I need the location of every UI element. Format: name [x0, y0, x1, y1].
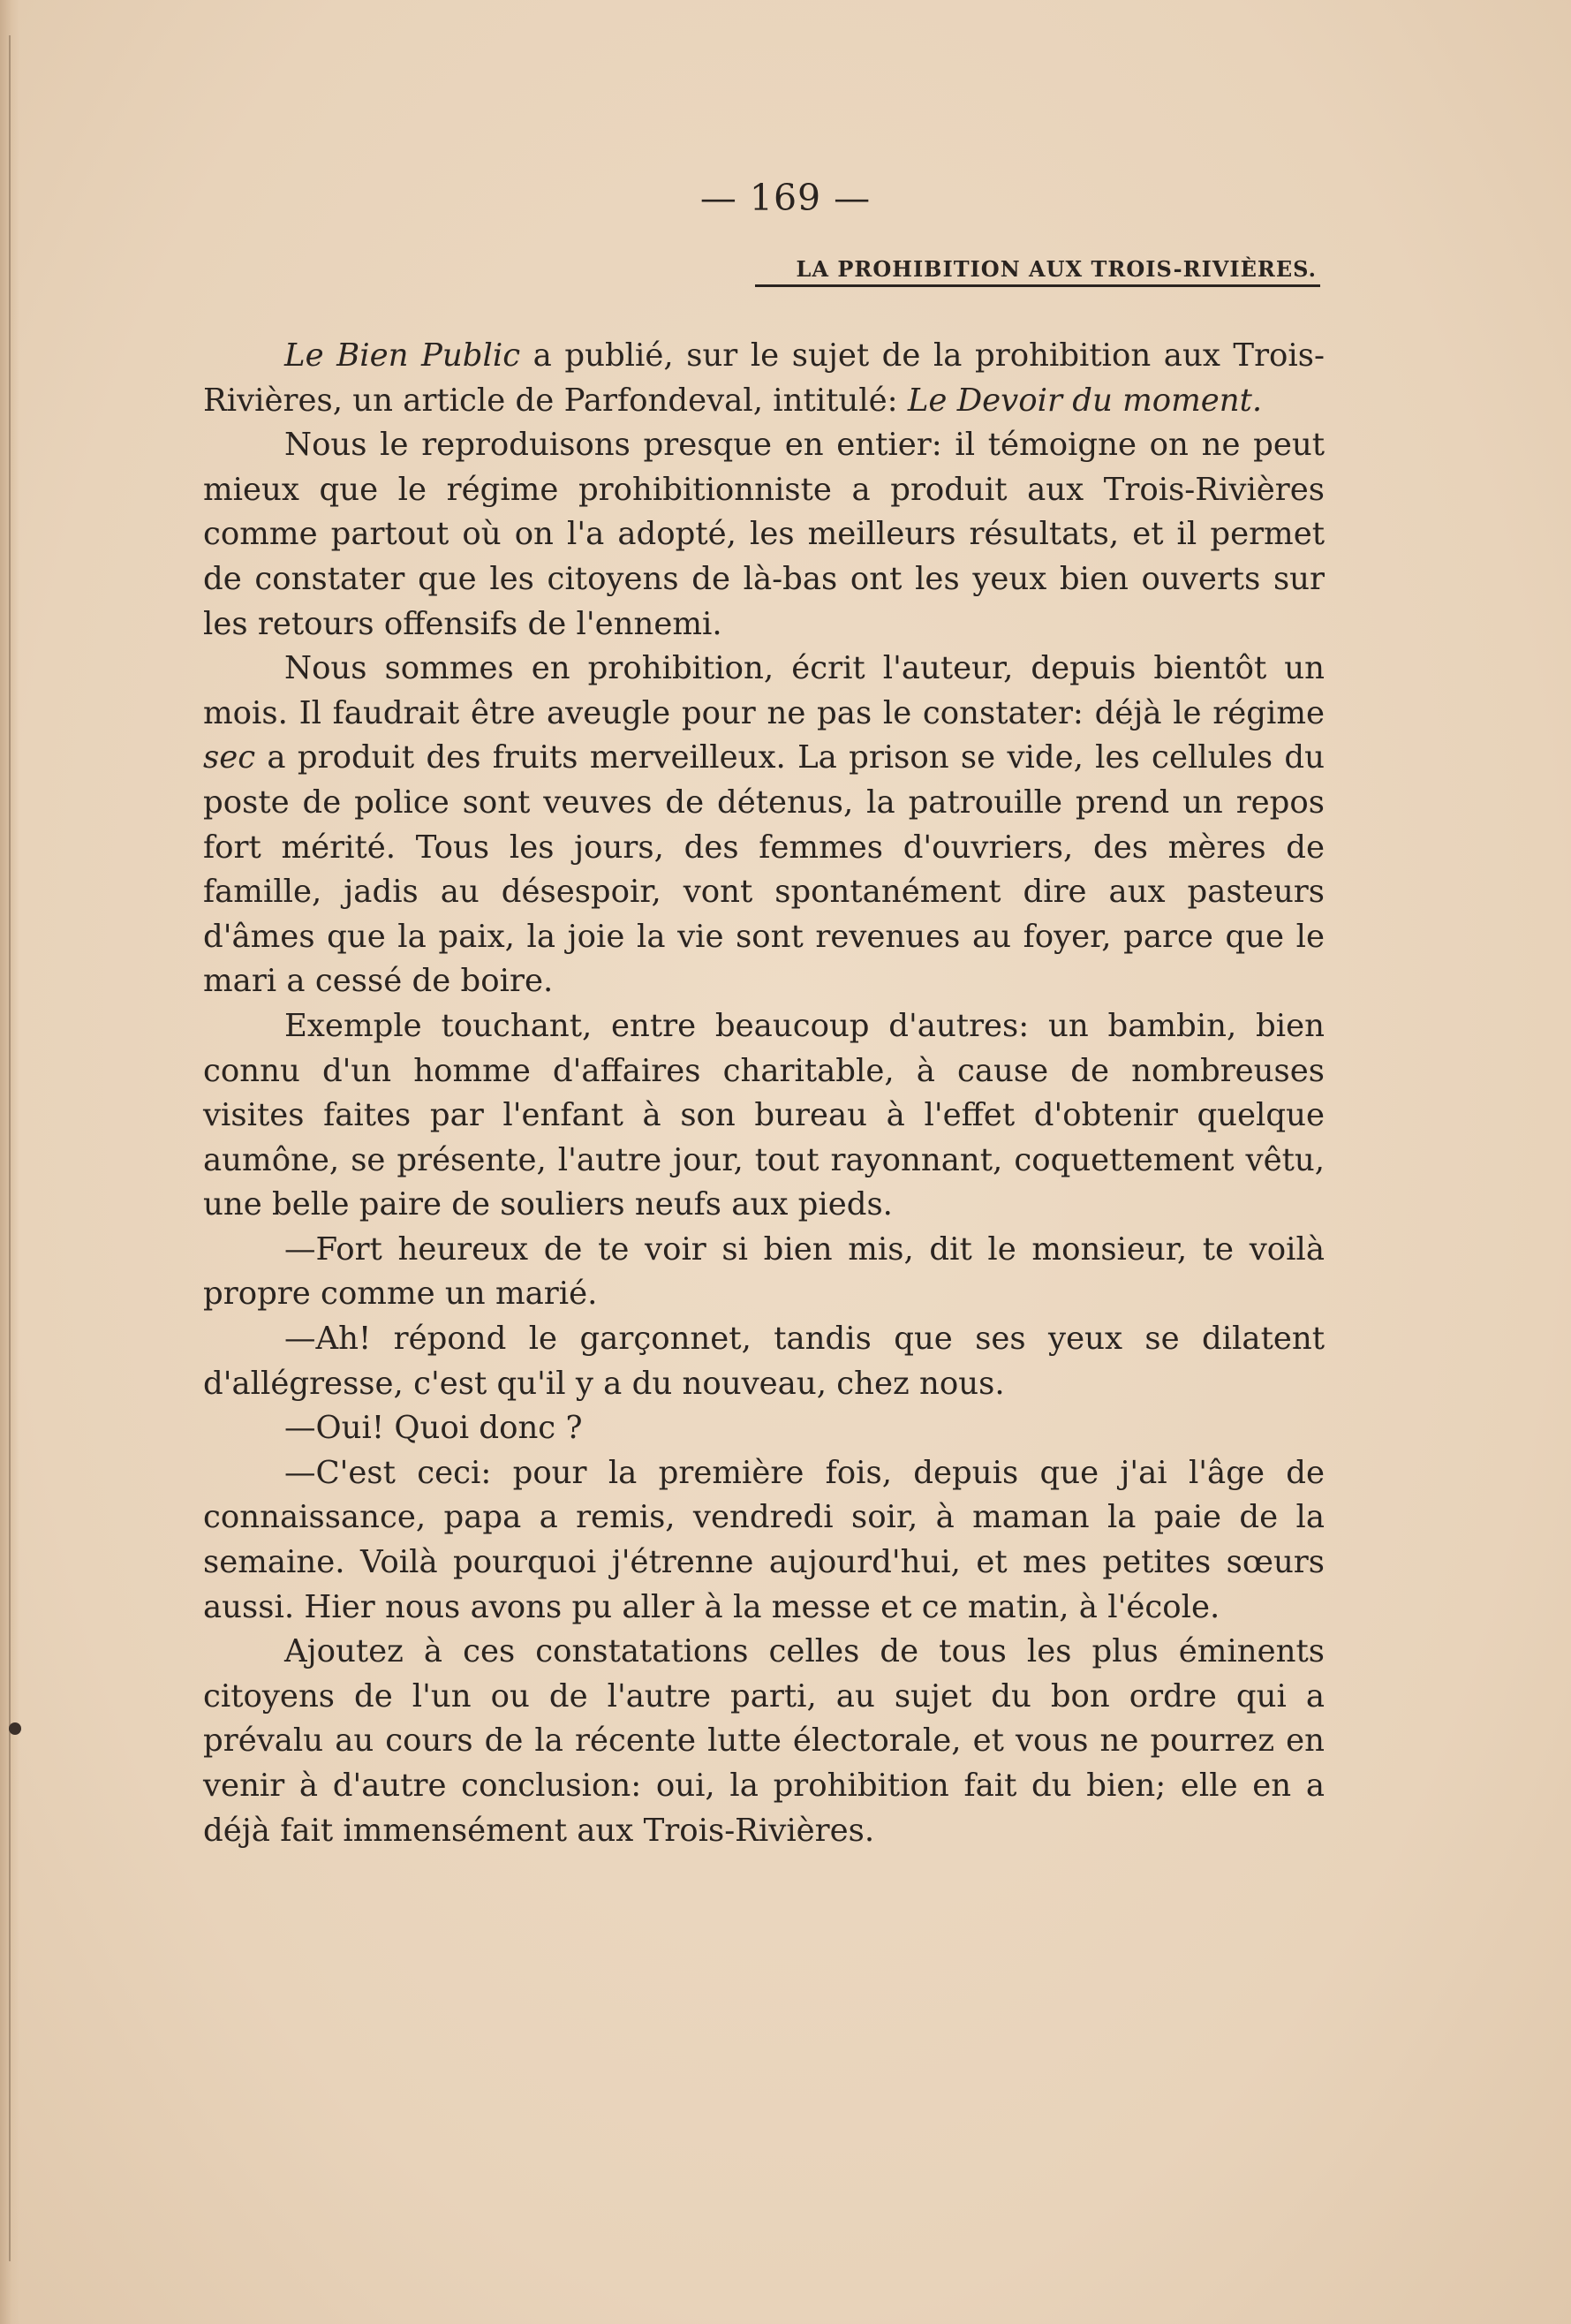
paragraph-7: —Oui! Quoi donc ?	[284, 1410, 583, 1447]
paragraph-6: —Ah! répond le garçonnet, tandis que ses yeux se dilatent d'allégresse, c'est qu'il y a du nouveau, chez nous.	[203, 1321, 1325, 1402]
paragraph-3-italic-word: sec	[203, 739, 256, 776]
paragraph-5: —Fort heureux de te voir si bien mis, dit le monsieur, te voilà propre comme un marié.	[203, 1230, 1325, 1313]
running-head-rule	[755, 284, 1320, 287]
paragraph-1-text: a publié, sur le sujet de la prohibition aux Trois-Rivières, un article de Parfondeval, intitulé:	[203, 337, 1325, 419]
paragraph-8: —C'est ceci: pour la première fois, depuis que j'ai l'âge de connaissance, papa a remis, vendredi soir, à maman la paie de la semaine. Voilà pourquoi j'étrenne aujourd'hui, et mes petites sœurs aussi. Hier nous avons pu aller à la messe et ce matin, à l'école.	[203, 1454, 1325, 1625]
paragraph-1-italic-title: Le Bien Public	[284, 337, 521, 374]
paragraph-9: Ajoutez à ces constatations celles de tous les plus éminents citoyens de l'un ou de l'autre parti, au sujet du bon ordre qui a prévalu au cours de la récente lutte électorale, et vous ne pourrez en venir à d'autre conclusion: oui, la prohibition fait du bien; elle en a déjà fait immensément aux Trois-Rivières.	[203, 1633, 1325, 1849]
paragraph-1	[203, 334, 1325, 423]
paragraph-3-text-before: Nous sommes en prohibition, écrit l'auteur, depuis bientôt un mois. Il faudrait être aveugle pour ne pas le constater: déjà le régime	[203, 650, 1325, 731]
body-text	[203, 334, 1325, 1853]
binding-hole-mark	[9, 1722, 21, 1735]
page-spine-edge	[0, 0, 19, 2324]
paragraph-3	[203, 647, 1325, 1004]
paragraph-3-text-after: a produit des fruits merveilleux. La prison se vide, les cellules du poste de police sont veuves de détenus, la patrouille prend un repos fort mérité. Tous les jours, des femmes d'ouvriers, des mères de famille, jadis au désespoir, vont spontanément dire aux pasteurs d'âmes que la paix, la joie la vie sont revenues au foyer, parce que le mari a cessé de boire.	[203, 739, 1325, 1000]
paragraph-4: Exemple touchant, entre beaucoup d'autres: un bambin, bien connu d'un homme d'affaires charitable, à cause de nombreuses visites faites par l'enfant à son bureau à l'effet d'obtenir quelque aumône, se présente, l'autre jour, tout rayonnant, coquettement vêtu, une belle paire de souliers neufs aux pieds.	[203, 1007, 1325, 1223]
paragraph-1-italic-article-title: Le Devoir du moment.	[907, 382, 1263, 419]
spine-fold-line	[9, 35, 11, 2261]
page-number: — 169 —	[699, 177, 872, 219]
paragraph-2: Nous le reproduisons presque en entier: il témoigne on ne peut mieux que le régime prohibitionniste a produit aux Trois-Rivières comme partout où on l'a adopté, les meilleurs résultats, et il permet de constater que les citoyens de là-bas ont les yeux bien ouverts sur les retours offensifs de l'ennemi.	[203, 427, 1325, 642]
running-head: LA PROHIBITION AUX TROIS-RIVIÈRES.	[796, 256, 1317, 282]
